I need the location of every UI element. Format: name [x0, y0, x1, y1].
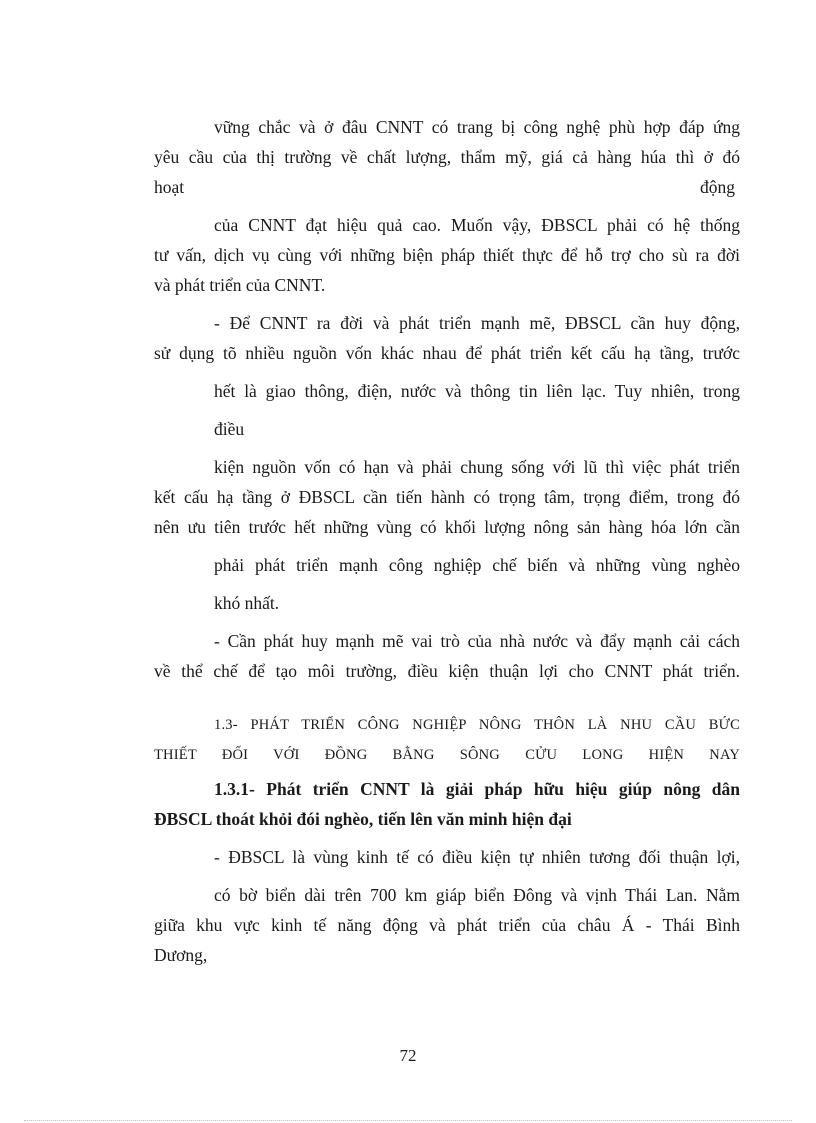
text-line: sử dụng tõ nhiều nguồn vốn khác nhau để phát triển kết cấu hạ tầng, trước	[154, 343, 740, 363]
text-line: điều	[214, 419, 245, 439]
text-line: kiện nguồn vốn có hạn và phải chung sống với lũ thì việc phát triển	[214, 457, 740, 477]
page-bottom-divider	[24, 1120, 792, 1121]
text-line: hoạt	[154, 177, 185, 197]
text-line: phải phát triển mạnh công nghiệp chế biến và những vùng nghèo	[214, 555, 740, 575]
text-line: nên ưu tiên trước hết những vùng có khối lượng nông sản hàng hóa lớn cần	[154, 517, 740, 537]
text-line: khó nhất.	[214, 593, 280, 613]
text-line: - Để CNNT ra đời và phát triển mạnh mẽ, ĐBSCL cần huy động,	[214, 313, 740, 333]
text-line: về thể chế để tạo môi trường, điều kiện thuận lợi cho CNNT phát triển.	[154, 661, 740, 681]
text-line: động	[700, 177, 735, 197]
text-line: hết là giao thông, điện, nước và thông tin liên lạc. Tuy nhiên, trong	[214, 381, 740, 401]
text-line: - Cần phát huy mạnh mẽ vai trò của nhà nước và đẩy mạnh cải cách	[214, 631, 740, 651]
text-line: giữa khu vực kinh tế năng động và phát triển của châu Á - Thái Bình	[154, 915, 740, 935]
text-line: và phát triển của CNNT.	[154, 275, 326, 295]
text-line: kết cấu hạ tầng ở ĐBSCL cần tiến hành có trọng tâm, trọng điểm, trong đó	[154, 487, 740, 507]
section-heading-line: THIẾT ĐỐI VỚI ĐỒNG BẰNG SÔNG CỬU LONG HIỆN NAY	[154, 747, 740, 763]
text-line: có bờ biển dài trên 700 km giáp biển Đông và vịnh Thái Lan. Nằm	[214, 885, 740, 905]
text-line: của CNNT đạt hiệu quả cao. Muốn vậy, ĐBSCL phải có hệ thống	[214, 215, 740, 235]
subsection-heading-line: 1.3.1- Phát triển CNNT là giải pháp hữu hiệu giúp nông dân	[214, 779, 740, 799]
text-line: vững chắc và ở đâu CNNT có trang bị công nghệ phù hợp đáp ứng	[214, 117, 740, 137]
text-line: Dương,	[154, 945, 208, 965]
subsection-heading-line: ĐBSCL thoát khỏi đói nghèo, tiến lên văn minh hiện đại	[154, 809, 572, 829]
text-line: yêu cầu của thị trường về chất lượng, thẩm mỹ, giá cả hàng húa thì ở đó	[154, 147, 740, 167]
page-number: 72	[399, 1046, 417, 1065]
text-line: - ĐBSCL là vùng kinh tế có điều kiện tự nhiên tương đối thuận lợi,	[214, 847, 740, 867]
section-heading-line: 1.3- PHÁT TRIỂN CÔNG NGHIỆP NÔNG THÔN LÀ NHU CẦU BỨC	[214, 717, 740, 733]
text-line: tư vấn, dịch vụ cùng với những biện pháp thiết thực để hỗ trợ cho sù ra đời	[154, 245, 740, 265]
